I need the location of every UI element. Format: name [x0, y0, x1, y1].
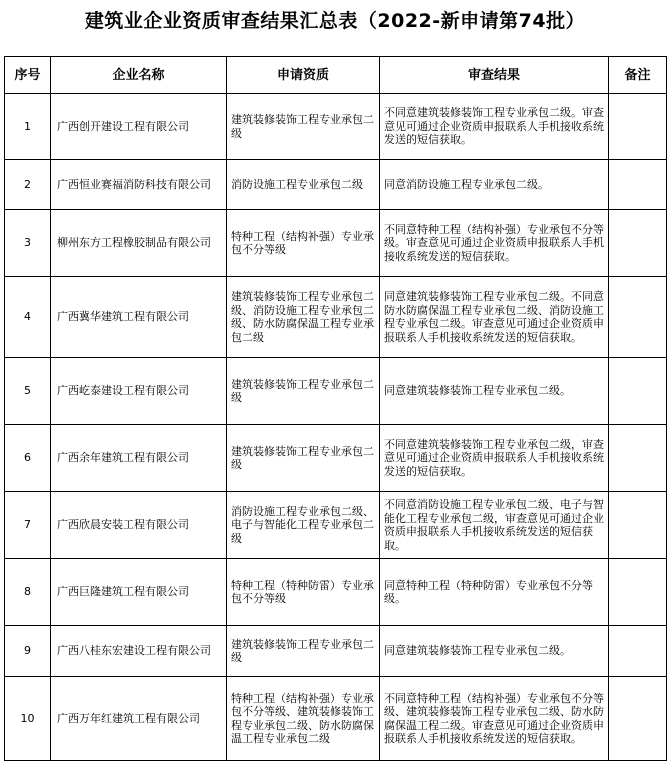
- row-remark: [609, 277, 667, 358]
- row-company: 广西巨隆建筑工程有限公司: [51, 559, 227, 626]
- page-title: 建筑业企业资质审查结果汇总表（2022-新申请第74批）: [84, 10, 586, 32]
- table-row: [5, 425, 667, 492]
- row-no: 5: [5, 358, 51, 425]
- header-result: 审查结果: [380, 57, 609, 94]
- review-results-table: [4, 56, 667, 761]
- row-result: 不同意建筑装修装饰工程专业承包二级，审查意见可通过企业资质申报联系人手机接收系统发送的短信获取。: [380, 425, 609, 492]
- row-no: 10: [5, 677, 51, 761]
- table-row: [5, 160, 667, 210]
- row-result: 同意消防设施工程专业承包二级。: [380, 160, 609, 210]
- row-no: 1: [5, 94, 51, 160]
- row-result: 不同意消防设施工程专业承包二级、电子与智能化工程专业承包二级，审查意见可通过企业资质申报联系人手机接收系统发送的短信获取。: [380, 492, 609, 559]
- row-qualification: 特种工程（特种防雷）专业承包不分等级: [227, 559, 380, 626]
- row-result: 不同意特种工程（结构补强）专业承包不分等级。审查意见可通过企业资质申报联系人手机接收系统发送的短信获取。: [380, 210, 609, 277]
- table-row: [5, 210, 667, 277]
- table-row: [5, 94, 667, 160]
- row-remark: [609, 94, 667, 160]
- row-result: 同意建筑装修装饰工程专业承包二级。: [380, 358, 609, 425]
- table-row: [5, 277, 667, 358]
- row-company: 广西万年红建筑工程有限公司: [51, 677, 227, 761]
- row-no: 6: [5, 425, 51, 492]
- row-qualification: 建筑装修装饰工程专业承包二级: [227, 358, 380, 425]
- row-remark: [609, 425, 667, 492]
- row-result: 同意特种工程（特种防雷）专业承包不分等级。: [380, 559, 609, 626]
- row-company: 柳州东方工程橡胶制品有限公司: [51, 210, 227, 277]
- row-company: 广西欣晨安装工程有限公司: [51, 492, 227, 559]
- row-remark: [609, 559, 667, 626]
- row-remark: [609, 492, 667, 559]
- row-remark: [609, 677, 667, 761]
- row-result: 不同意特种工程（结构补强）专业承包不分等级、建筑装修装饰工程专业承包二级、防水防腐保温工程二级。审查意见可通过企业资质申报联系人手机接收系统发送的短信获取。: [380, 677, 609, 761]
- row-qualification: 建筑装修装饰工程专业承包二级: [227, 626, 380, 677]
- row-company: 广西冀华建筑工程有限公司: [51, 277, 227, 358]
- row-remark: [609, 210, 667, 277]
- table-row: [5, 626, 667, 677]
- table-row: [5, 492, 667, 559]
- row-no: 9: [5, 626, 51, 677]
- table-header-row: [5, 57, 667, 94]
- row-company: 广西恒业赛福消防科技有限公司: [51, 160, 227, 210]
- row-qualification: 建筑装修装饰工程专业承包二级、消防设施工程专业承包二级、防水防腐保温工程专业承包二级: [227, 277, 380, 358]
- row-qualification: 建筑装修装饰工程专业承包二级: [227, 425, 380, 492]
- row-qualification: 特种工程（结构补强）专业承包不分等级: [227, 210, 380, 277]
- row-result: 不同意建筑装修装饰工程专业承包二级。审查意见可通过企业资质申报联系人手机接收系统发送的短信获取。: [380, 94, 609, 160]
- row-no: 8: [5, 559, 51, 626]
- row-no: 2: [5, 160, 51, 210]
- row-qualification: 消防设施工程专业承包二级、电子与智能化工程专业承包二级: [227, 492, 380, 559]
- header-no: 序号: [5, 57, 51, 94]
- row-result: 同意建筑装修装饰工程专业承包二级。: [380, 626, 609, 677]
- row-company: 广西余年建筑工程有限公司: [51, 425, 227, 492]
- row-no: 7: [5, 492, 51, 559]
- row-result: 同意建筑装修装饰工程专业承包二级。不同意防水防腐保温工程专业承包二级、消防设施工程专业承包二级。审查意见可通过企业资质申报联系人手机接收系统发送的短信获取。: [380, 277, 609, 358]
- row-no: 3: [5, 210, 51, 277]
- row-company: 广西屹泰建设工程有限公司: [51, 358, 227, 425]
- row-remark: [609, 358, 667, 425]
- row-qualification: 消防设施工程专业承包二级: [227, 160, 380, 210]
- header-qualification: 申请资质: [227, 57, 380, 94]
- row-no: 4: [5, 277, 51, 358]
- table-row: [5, 677, 667, 761]
- row-company: 广西八桂东宏建设工程有限公司: [51, 626, 227, 677]
- row-qualification: 建筑装修装饰工程专业承包二级: [227, 94, 380, 160]
- table-row: [5, 358, 667, 425]
- header-remark: 备注: [609, 57, 667, 94]
- row-remark: [609, 626, 667, 677]
- table-row: [5, 559, 667, 626]
- row-qualification: 特种工程（结构补强）专业承包不分等级、建筑装修装饰工程专业承包二级、防水防腐保温工程专业承包二级: [227, 677, 380, 761]
- header-company: 企业名称: [51, 57, 227, 94]
- row-company: 广西创开建设工程有限公司: [51, 94, 227, 160]
- row-remark: [609, 160, 667, 210]
